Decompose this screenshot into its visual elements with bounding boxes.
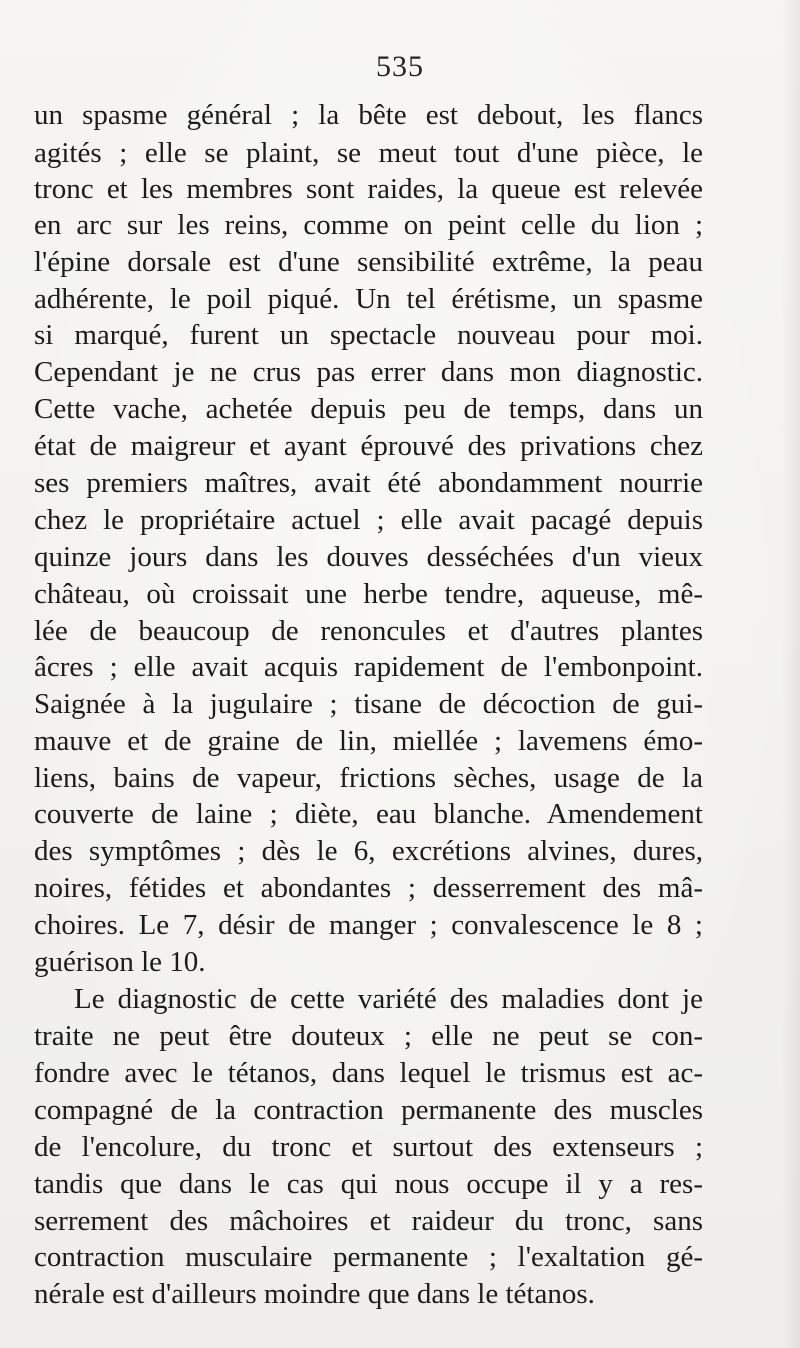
- text-line: fondre avec le tétanos, dans lequel le trismus est ac-: [34, 1057, 703, 1089]
- text-line: quinze jours dans les douves desséchées d'un vieux: [34, 541, 703, 573]
- text-line: couverte de laine ; diète, eau blanche. Amendement: [34, 798, 703, 830]
- text-line: de l'encolure, du tronc et surtout des extenseurs ;: [34, 1131, 703, 1163]
- text-line: Saignée à la jugulaire ; tisane de décoction de gui-: [34, 688, 703, 720]
- text-line: lée de beaucoup de renoncules et d'autres plantes: [34, 615, 703, 647]
- text-line: en arc sur les reins, comme on peint celle du lion ;: [34, 209, 703, 241]
- text-line: château, où croissait une herbe tendre, aqueuse, mê-: [34, 578, 703, 610]
- text-line: Cette vache, achetée depuis peu de temps, dans un: [34, 393, 703, 425]
- text-line: serrement des mâchoires et raideur du tronc, sans: [34, 1205, 703, 1237]
- page-number: 535: [376, 50, 424, 83]
- text-line: ses premiers maîtres, avait été abondamment nourrie: [34, 467, 703, 499]
- text-line: adhérente, le poil piqué. Un tel érétisme, un spasme: [34, 283, 703, 315]
- text-line: Le diagnostic de cette variété des maladies dont je: [74, 983, 703, 1015]
- text-line: tronc et les membres sont raides, la queue est relevée: [34, 173, 703, 205]
- text-line: liens, bains de vapeur, frictions sèches, usage de la: [34, 762, 703, 794]
- text-line: mauve et de graine de lin, miellée ; lavemens émo-: [34, 725, 703, 757]
- text-line: guérison le 10.: [34, 946, 206, 978]
- text-line: un spasme général ; la bête est debout, les flancs: [34, 99, 703, 131]
- text-line: âcres ; elle avait acquis rapidement de l'embonpoint.: [34, 651, 703, 683]
- text-line: l'épine dorsale est d'une sensibilité extrême, la peau: [34, 246, 703, 278]
- text-line: compagné de la contraction permanente des muscles: [34, 1094, 703, 1126]
- text-line: traite ne peut être douteux ; elle ne peut se con-: [34, 1020, 703, 1052]
- text-line: contraction musculaire permanente ; l'exaltation gé-: [34, 1241, 703, 1273]
- text-line: choires. Le 7, désir de manger ; convalescence le 8 ;: [34, 909, 703, 941]
- text-line: chez le propriétaire actuel ; elle avait pacagé depuis: [34, 504, 703, 536]
- text-line: si marqué, furent un spectacle nouveau pour moi.: [34, 319, 703, 351]
- text-line: agités ; elle se plaint, se meut tout d'une pièce, le: [34, 137, 703, 169]
- text-line: nérale est d'ailleurs moindre que dans le tétanos.: [34, 1278, 595, 1310]
- text-line: noires, fétides et abondantes ; desserrement des mâ-: [34, 872, 703, 904]
- text-line: état de maigreur et ayant éprouvé des privations chez: [34, 430, 703, 462]
- text-line: tandis que dans le cas qui nous occupe il y a res-: [34, 1168, 703, 1200]
- text-line: des symptômes ; dès le 6, excrétions alvines, dures,: [34, 835, 703, 867]
- text-line: Cependant je ne crus pas errer dans mon diagnostic.: [34, 356, 703, 388]
